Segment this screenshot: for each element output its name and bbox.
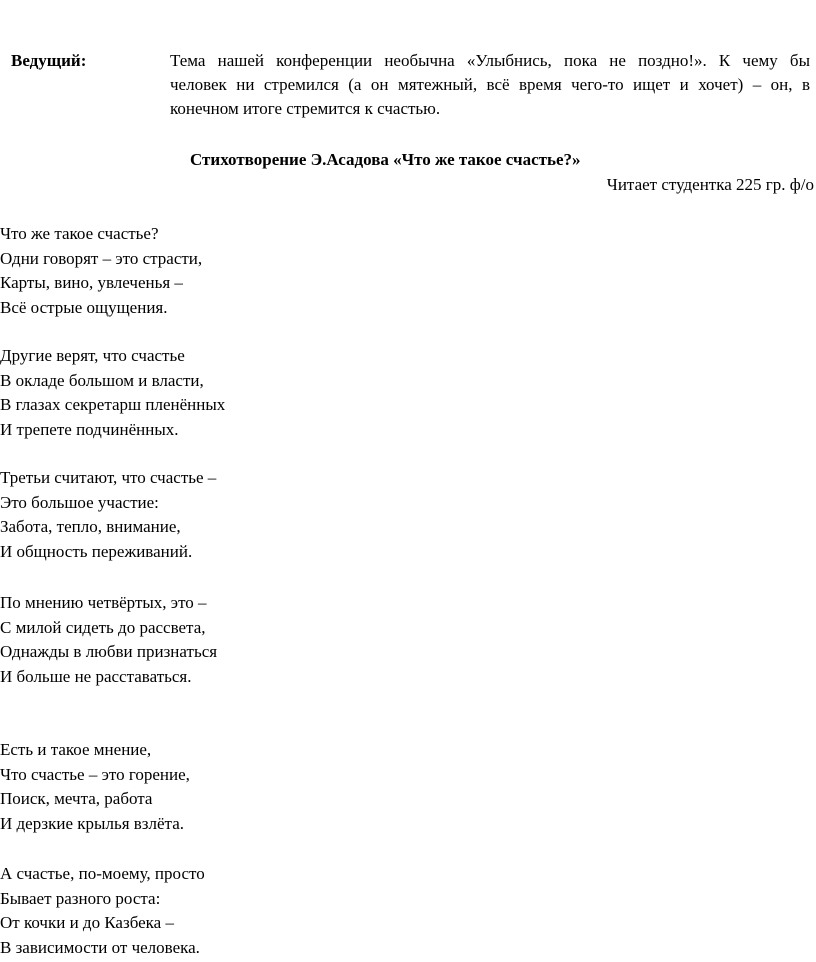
speaker-text-line: человек ни стремился (а он мятежный, всё время чего-то ищет и хочет) – он, в [170,75,810,94]
poem-stanza-2 [0,344,225,442]
verse-line: Другие верят, что счастье [0,346,185,365]
verse-line: И трепете подчинённых. [0,419,179,439]
poem-stanza-5 [0,738,190,836]
verse-line: Есть и такое мнение, [0,740,152,759]
verse-line: От кочки и до Казбека – [0,913,174,932]
verse-line: Однажды в любви признаться [0,642,218,661]
reader-credit: Читает студентка 225 гр. ф/о [606,175,814,194]
speaker-label: Ведущий: [11,51,87,70]
verse-line: Что счастье – это горение, [0,764,190,784]
poem-stanza-6 [0,862,205,960]
verse-line: Это большое участие: [0,492,159,512]
verse-line: А счастье, по-моему, просто [0,864,205,883]
poem-title: Стихотворение Э.Асадова «Что же такое счастье?» [190,150,581,169]
verse-line: Забота, тепло, внимание, [0,517,181,536]
verse-line: В окладе большом и власти, [0,370,204,390]
verse-line: Что же такое счастье? [0,224,159,243]
verse-line: И дерзкие крылья взлёта. [0,813,184,833]
verse-line: В зависимости от человека. [0,937,200,957]
verse-line: И больше не расставаться. [0,666,192,686]
poem-stanza-3 [0,466,216,564]
speaker-text-line: Тема нашей конференции необычна «Улыбнись, пока не поздно!». К чему бы [170,51,810,70]
verse-line: Бывает разного роста: [0,888,161,908]
verse-line: С милой сидеть до рассвета, [0,617,206,637]
poem-stanza-1 [0,222,202,320]
speaker-text-line: конечном итоге стремится к счастью. [170,99,441,118]
verse-line: В глазах секретарш пленённых [0,395,226,414]
verse-line: И общность переживаний. [0,541,193,561]
verse-line: Поиск, мечта, работа [0,789,153,808]
verse-line: Карты, вино, увлеченья – [0,273,183,292]
poem-stanza-4 [0,591,217,689]
verse-line: Всё острые ощущения. [0,297,168,317]
verse-line: Одни говорят – это страсти, [0,248,203,268]
speaker-text [170,49,810,121]
verse-line: По мнению четвёртых, это – [0,593,207,612]
verse-line: Третьи считают, что счастье – [0,468,217,487]
